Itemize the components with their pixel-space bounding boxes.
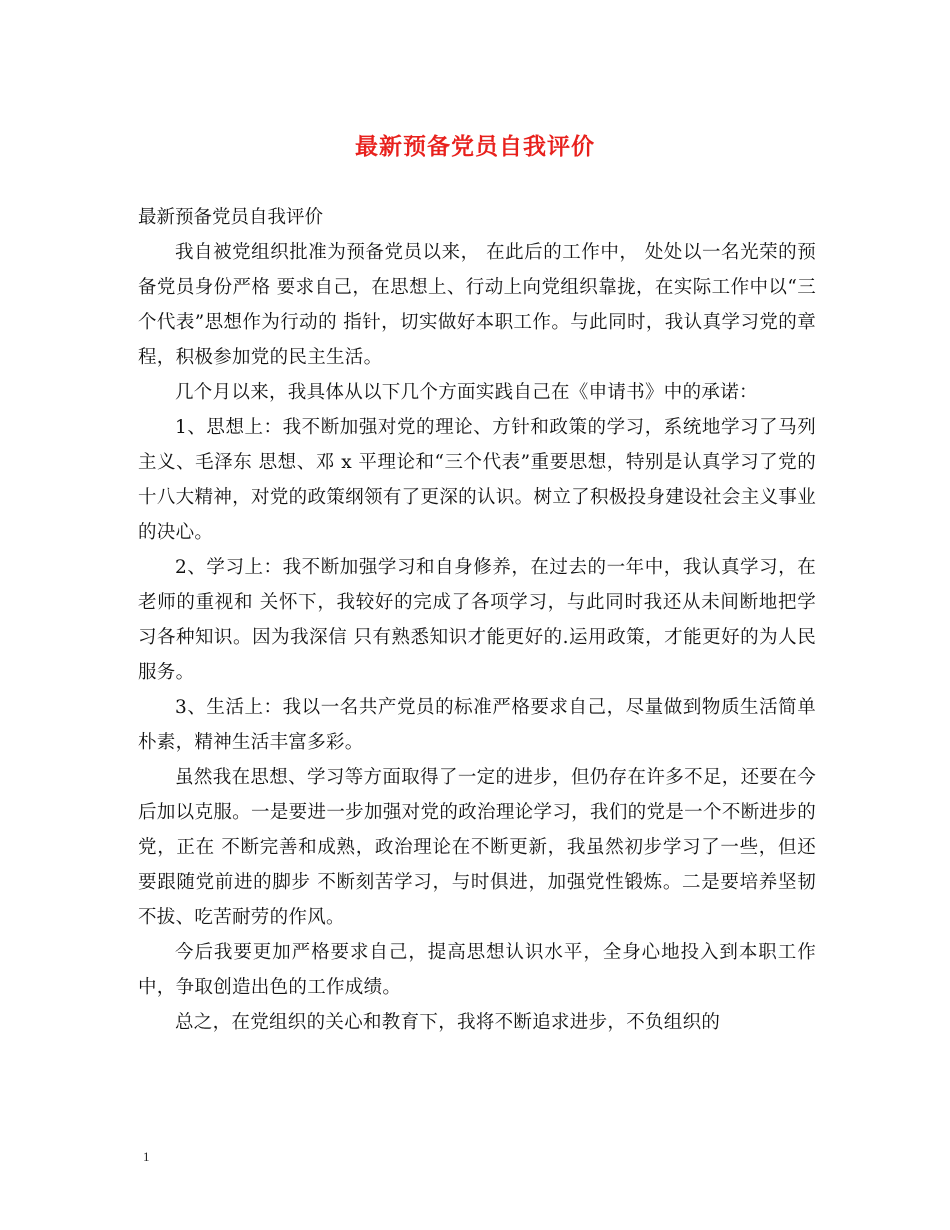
paragraph-intro: 我自被党组织批准为预备党员以来， 在此后的工作中， 处处以一名光荣的预备党员身份严格 要求自己，在思想上、行动上向党组织靠拢，在实际工作中以“三个代表”思想作为行动的 指针，切实做好本职工作。与此同时，我认真学习党的章程，积极参加党的民主生活。 [138, 242, 816, 368]
paragraph-study: 2、学习上：我不断加强学习和自身修养，在过去的一年中，我认真学习，在老师的重视和 关怀下，我较好的完成了各项学习，与此同时我还从未间断地把学习各种知识。因为我深信 只有熟悉知识才能更好的.运用政策，才能更好的为人民服务。 [138, 557, 816, 683]
page-number: 1 [143, 1149, 150, 1164]
paragraph-life: 3、生活上：我以一名共产党员的标准严格要求自己，尽量做到物质生活简单朴素，精神生活丰富多彩。 [138, 697, 816, 753]
document-title: 最新预备党员自我评价 [355, 133, 595, 160]
paragraph-thought: 1、思想上：我不断加强对党的理论、方针和政策的学习，系统地学习了马列主义、毛泽东 思想、邓 x 平理论和“三个代表”重要思想，特别是认真学习了党的十八大精神，对党的政策纲领有了更深的认识。树立了积极投身建设社会主义事业的决心。 [138, 417, 816, 543]
document-subheading: 最新预备党员自我评价 [138, 207, 324, 228]
document-body [138, 200, 816, 1040]
paragraph-shortcomings: 虽然我在思想、学习等方面取得了一定的进步，但仍存在许多不足，还要在今后加以克服。一是要进一步加强对党的政治理论学习，我们的党是一个不断进步的党，正在 不断完善和成熟，政治理论在不断更新，我虽然初步学习了一些，但还要跟随党前进的脚步 不断刻苦学习，与时俱进，加强党性锻炼。二是要培养坚韧不拔、吃苦耐劳的作风。 [138, 767, 816, 928]
paragraph-conclusion: 总之，在党组织的关心和教育下，我将不断追求进步，不负组织的 [175, 1012, 721, 1033]
paragraph-commitment: 几个月以来，我具体从以下几个方面实践自己在《申请书》中的承诺： [175, 382, 758, 403]
paragraph-future: 今后我要更加严格要求自己，提高思想认识水平，全身心地投入到本职工作中，争取创造出色的工作成绩。 [138, 942, 816, 998]
